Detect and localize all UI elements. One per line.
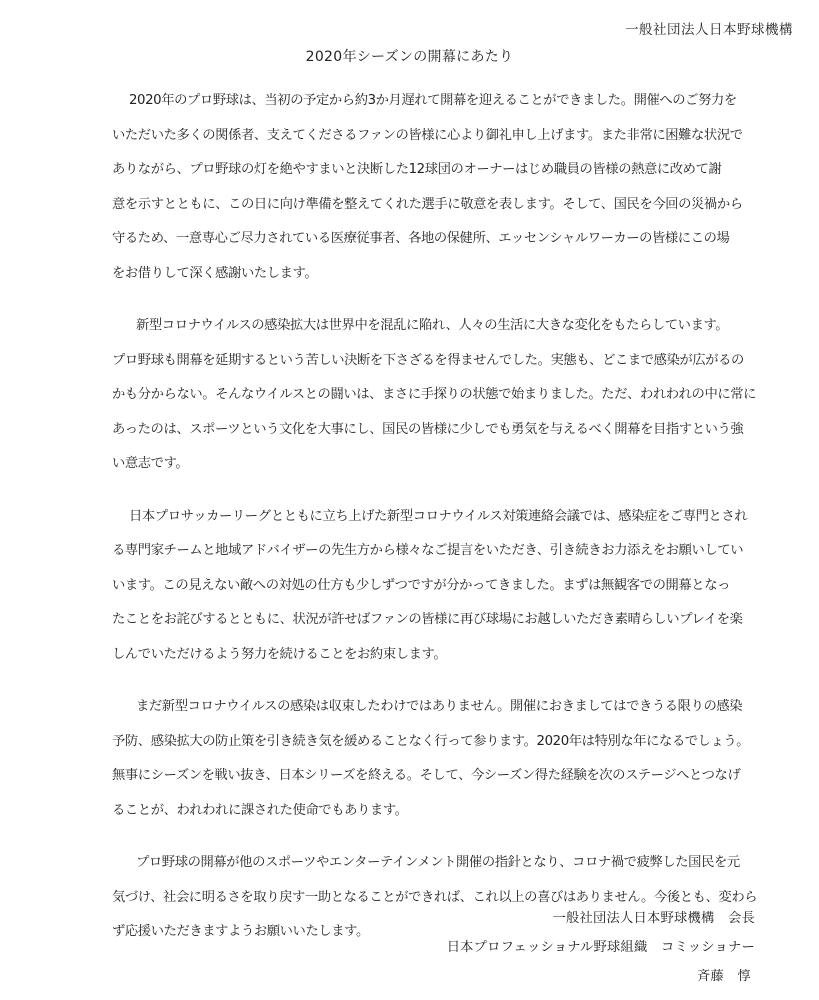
signature-block bbox=[447, 904, 755, 991]
text-line: をお借りして深く感謝いたします。 bbox=[112, 265, 318, 281]
text-line: しんでいただけるよう努力を続けることをお約束します。 bbox=[112, 646, 447, 662]
text-line: 無事にシーズンを戦い抜き、日本シリーズを終える。そして、今シーズン得た経験を次のステージへとつなげ bbox=[112, 768, 741, 783]
text-line: 日本プロサッカーリーグとともに立ち上げた新型コロナウイルス対策連絡会議では、感染症をご専門とされ bbox=[129, 508, 748, 524]
document-body bbox=[112, 84, 762, 968]
text-line: たことをお詫びするとともに、状況が許せばファンの皆様に再び球場にお越しいただき素晴らしいプレイを楽 bbox=[112, 612, 743, 627]
text-line: 2020年のプロ野球は、当初の予定から約3か月遅れて開幕を迎えることができました。開催へのご努力を bbox=[129, 93, 737, 108]
text-line: います。この見えない敵への対処の仕方も少しずつですが分かってきました。まずは無観客での開幕となっ bbox=[112, 577, 730, 593]
text-line: い意志です。 bbox=[112, 456, 189, 471]
text-line: プロ野球の開幕が他のスポーツやエンターテインメント開催の指針となり、コロナ禍で疲弊した国民を元 bbox=[136, 855, 740, 870]
paragraph-2 bbox=[112, 309, 762, 482]
signature-organization-chair: 一般社団法人日本野球機構 会長 bbox=[552, 911, 755, 926]
text-line: 新型コロナウイルスの感染拡大は世界中を混乱に陥れ、人々の生活に大きな変化をもたらしています。 bbox=[136, 318, 729, 333]
text-line: ることが、われわれに課された使命でもあります。 bbox=[112, 802, 408, 818]
text-line: まだ新型コロナウイルスの感染は収束したわけではありません。開催におきましてはできうる限りの感染 bbox=[136, 699, 743, 714]
paragraph-1 bbox=[112, 84, 762, 291]
text-line: いただいた多くの関係者、支えてくださるファンの皆様に心より御礼申し上げます。また非常に困難な状況で bbox=[112, 127, 743, 143]
text-line: 予防、感染拡大の防止策を引き続き気を緩めることなく行って参ります。2020年は特別な年になるでしょう。 bbox=[112, 733, 750, 749]
text-line: ありながら、プロ野球の灯を絶やすまいと決断した12球団のオーナーはじめ職員の皆様の熱意に改めて謝 bbox=[112, 162, 722, 177]
paragraph-3 bbox=[112, 500, 762, 673]
text-line: かも分からない。そんなウイルスとの闘いは、まさに手探りの状態で始まりました。ただ、われわれの中に常に bbox=[112, 387, 757, 402]
text-line: あったのは、スポーツという文化を大事にし、国民の皆様に少しでも勇気を与えるべく開幕を目指すという強 bbox=[112, 421, 744, 437]
text-line: ず応援いただきますようお願いいたします。 bbox=[112, 924, 369, 939]
paragraph-4 bbox=[112, 690, 762, 828]
organization-header: 一般社団法人日本野球機構 bbox=[625, 22, 793, 38]
text-line: 意を示すとともに、この日に向け準備を整えてくれた選手に敬意を表します。そして、国民を今回の災禍から bbox=[112, 196, 743, 212]
document-title: 2020年シーズンの開幕にあたり bbox=[305, 49, 514, 65]
text-line: 守るため、一意専心ご尽力されている医療従事者、各地の保健所、エッセンシャルワーカーの皆様にこの場 bbox=[112, 231, 730, 246]
signature-commissioner-title: 日本プロフェッショナル野球組織 コミッショナー bbox=[446, 940, 755, 955]
text-line: プロ野球も開幕を延期するという苦しい決断を下さざるを得ませんでした。実態も、どこまで感染が広がるの bbox=[112, 352, 744, 368]
text-line: る専門家チームと地域アドバイザーの先生方から様々なご提言をいただき、引き続きお力添えをお願いしてい bbox=[112, 543, 744, 558]
signature-name: 斉藤 惇 bbox=[697, 969, 751, 984]
text-line: 気づけ、社会に明るさを取り戻す一助となることができれば、これ以上の喜びはありません。今後とも、変わら bbox=[112, 889, 758, 905]
